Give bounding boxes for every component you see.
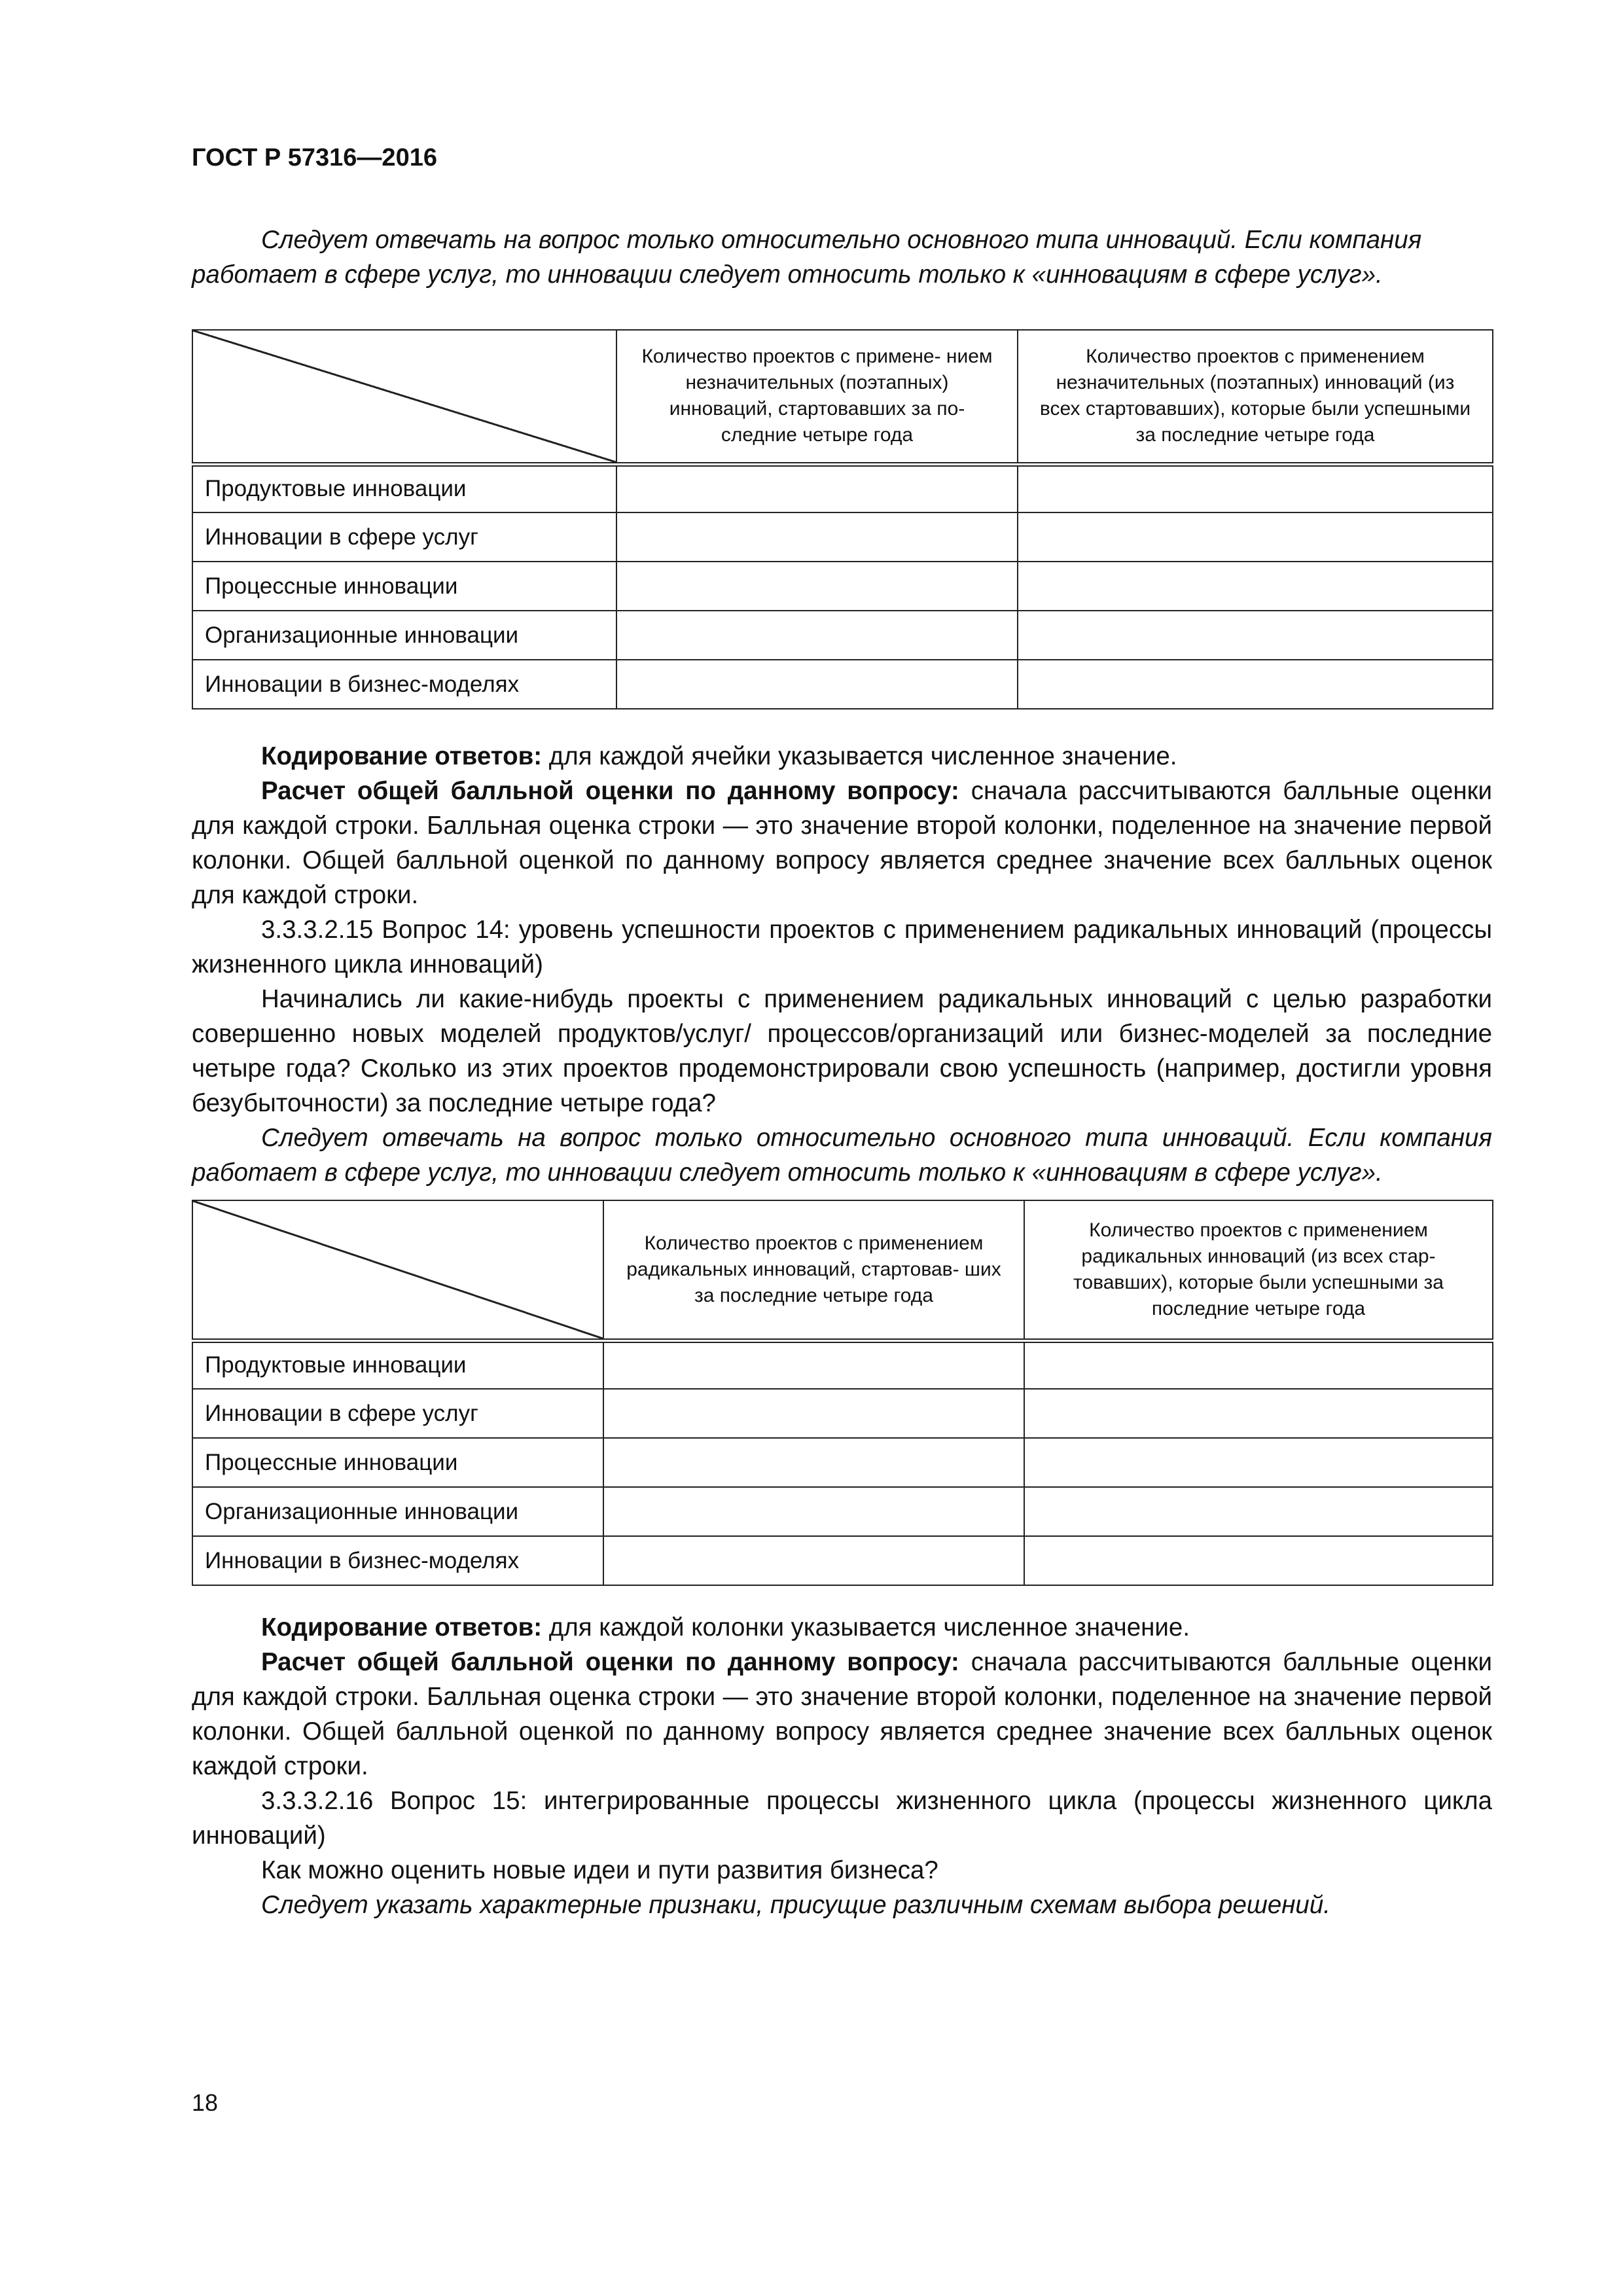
input-cell[interactable] bbox=[616, 464, 1018, 512]
coding-paragraph bbox=[192, 1610, 1492, 1645]
intro-note bbox=[192, 223, 1492, 292]
calc-label: Расчет общей балльной оценки по данному вопросу: bbox=[261, 1648, 959, 1676]
row-label: Организационные инновации bbox=[192, 1487, 603, 1536]
input-cell[interactable] bbox=[1018, 611, 1493, 660]
table-row bbox=[192, 1389, 1493, 1438]
input-cell[interactable] bbox=[616, 512, 1018, 562]
question-14-text: Начинались ли какие-нибудь проекты с применением радикальных инноваций с целью разработки совершенно новых моделей продуктов/услуг/ процессов/организаций или бизнес-моделей за последние четыре года? Сколько из этих проектов продемонстрировали свою успешность (например, достигли уровня безубыточности) за последние четыре года? bbox=[192, 985, 1492, 1117]
row-label: Процессные инновации bbox=[192, 562, 616, 611]
input-cell[interactable] bbox=[603, 1340, 1024, 1389]
coding-label: Кодирование ответов: bbox=[261, 742, 543, 770]
input-cell[interactable] bbox=[603, 1438, 1024, 1487]
table-row bbox=[192, 660, 1493, 709]
row-label: Процессные инновации bbox=[192, 1438, 603, 1487]
page-number: 18 bbox=[192, 2089, 219, 2116]
input-cell[interactable] bbox=[1018, 562, 1493, 611]
row-label: Инновации в бизнес-моделях bbox=[192, 1536, 603, 1585]
section-1-text bbox=[192, 739, 1492, 1190]
table-header-row bbox=[192, 330, 1493, 464]
diagonal-header-cell bbox=[192, 330, 616, 464]
input-cell[interactable] bbox=[1024, 1487, 1493, 1536]
table-header-row bbox=[192, 1200, 1493, 1340]
input-cell[interactable] bbox=[1024, 1340, 1493, 1389]
diagonal-header-cell bbox=[192, 1200, 603, 1340]
section-2-text bbox=[192, 1610, 1492, 1922]
input-cell[interactable] bbox=[1018, 660, 1493, 709]
table-row bbox=[192, 512, 1493, 562]
row-label: Инновации в сфере услуг bbox=[192, 1389, 603, 1438]
table-incremental-innovations bbox=[192, 329, 1493, 709]
table-row bbox=[192, 562, 1493, 611]
question-14-note: Следует отвечать на вопрос только относительно основного типа инноваций. Если компания работает в сфере услуг, то инновации следует относить только к «инновациям в сфере услуг». bbox=[192, 1124, 1492, 1187]
question-14-heading: 3.3.3.2.15 Вопрос 14: уровень успешности проектов с применением радикальных инноваций (процессы жизненного цикла инноваций) bbox=[192, 916, 1492, 978]
table-row bbox=[192, 464, 1493, 512]
input-cell[interactable] bbox=[603, 1536, 1024, 1585]
row-label: Инновации в бизнес-моделях bbox=[192, 660, 616, 709]
question-15-note: Следует указать характерные признаки, присущие различным схемам выбора решений. bbox=[261, 1891, 1330, 1919]
calc-paragraph bbox=[192, 774, 1492, 912]
column-header: Количество проектов с применением незначительных (поэтапных) инноваций (из всех стартовавших), которые были успешными за последние четыре года bbox=[1018, 330, 1493, 464]
table-row bbox=[192, 611, 1493, 660]
row-label: Инновации в сфере услуг bbox=[192, 512, 616, 562]
document-code: ГОСТ Р 57316—2016 bbox=[192, 144, 437, 171]
input-cell[interactable] bbox=[616, 562, 1018, 611]
table-row bbox=[192, 1487, 1493, 1536]
input-cell[interactable] bbox=[1018, 512, 1493, 562]
row-label: Продуктовые инновации bbox=[192, 464, 616, 512]
row-label: Продуктовые инновации bbox=[192, 1340, 603, 1389]
input-cell[interactable] bbox=[1024, 1389, 1493, 1438]
input-cell[interactable] bbox=[603, 1487, 1024, 1536]
input-cell[interactable] bbox=[616, 660, 1018, 709]
column-header: Количество проектов с примене- нием незначительных (поэтапных) инноваций, стартовавших за по- следние четыре года bbox=[616, 330, 1018, 464]
table-row bbox=[192, 1438, 1493, 1487]
table-radical-innovations bbox=[192, 1200, 1493, 1586]
table-row bbox=[192, 1340, 1493, 1389]
question-15-heading: 3.3.3.2.16 Вопрос 15: интегрированные процессы жизненного цикла (процессы жизненного цикла инноваций) bbox=[192, 1787, 1492, 1850]
intro-note-line-1: Следует отвечать на вопрос только относительно основного типа инноваций. Если компания bbox=[261, 226, 1422, 254]
input-cell[interactable] bbox=[1024, 1536, 1493, 1585]
input-cell[interactable] bbox=[1024, 1438, 1493, 1487]
calc-text: сначала рассчитываются балльные оценки для каждой строки. Балльная оценка строки — это значение второй колонки, поделенное на значение первой колонки. Общей балльной оценкой по данному вопросу является среднее значение всех балльных оценок каждой строки. bbox=[192, 1648, 1492, 1780]
coding-label: Кодирование ответов: bbox=[261, 1613, 543, 1641]
calc-paragraph bbox=[192, 1645, 1492, 1784]
coding-text: для каждой колонки указывается численное значение. bbox=[542, 1613, 1190, 1641]
calc-label: Расчет общей балльной оценки по данному вопросу: bbox=[261, 777, 959, 805]
intro-note-line-2: работает в сфере услуг, то инновации следует относить только к «инновациям в сфере услуг». bbox=[192, 260, 1383, 289]
column-header: Количество проектов с применением радикальных инноваций (из всех стар- товавших), которые были успешными за последние четыре года bbox=[1024, 1200, 1493, 1340]
calc-text: сначала рассчитываются балльные оценки для каждой строки. Балльная оценка строки — это значение второй колонки, поделенное на значение первой колонки. Общей балльной оценкой по данному вопросу является среднее значение всех балльных оценок для каждой строки. bbox=[192, 777, 1492, 909]
row-label: Организационные инновации bbox=[192, 611, 616, 660]
input-cell[interactable] bbox=[1018, 464, 1493, 512]
question-15-text: Как можно оценить новые идеи и пути развития бизнеса? bbox=[261, 1856, 938, 1884]
coding-paragraph bbox=[192, 739, 1492, 774]
table-row bbox=[192, 1536, 1493, 1585]
coding-text: для каждой ячейки указывается численное значение. bbox=[542, 742, 1177, 770]
column-header: Количество проектов с применением радикальных инноваций, стартовав- ших за последние четыре года bbox=[603, 1200, 1024, 1340]
input-cell[interactable] bbox=[603, 1389, 1024, 1438]
input-cell[interactable] bbox=[616, 611, 1018, 660]
